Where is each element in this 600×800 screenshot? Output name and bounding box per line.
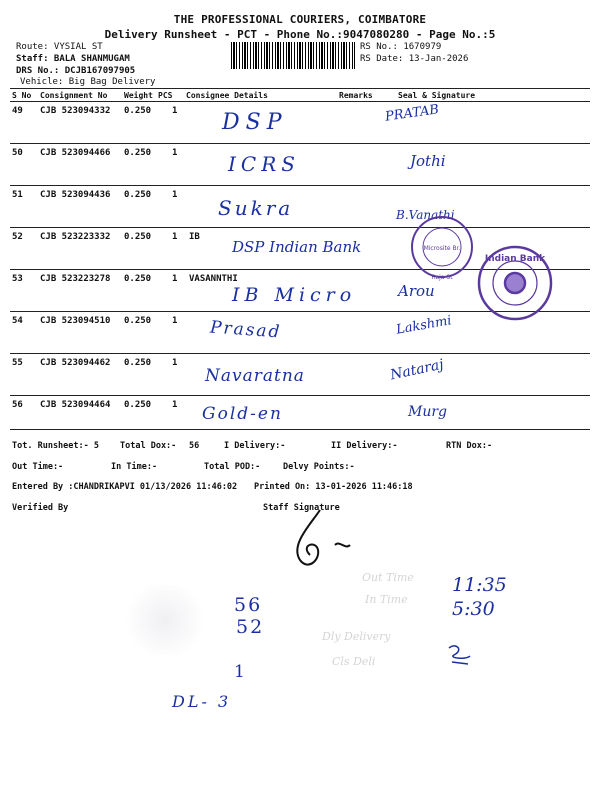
row-sno: 55 bbox=[12, 358, 23, 368]
row-pcs: 1 bbox=[172, 316, 178, 326]
row-weight: 0.250 bbox=[124, 232, 152, 242]
hw-signature: Nataraj bbox=[388, 356, 446, 384]
row-pcs: 1 bbox=[172, 358, 178, 368]
row-weight: 0.250 bbox=[124, 190, 152, 200]
row-weight: 0.250 bbox=[124, 400, 152, 410]
row-weight: 0.250 bbox=[124, 358, 152, 368]
row-weight: 0.250 bbox=[124, 274, 152, 284]
stamp-text: Microsite Br. bbox=[423, 245, 461, 252]
hw-signature: PRATAB bbox=[384, 102, 440, 125]
row-sno: 53 bbox=[12, 274, 23, 284]
hw-note: DL- 3 bbox=[172, 692, 232, 711]
faded-label: Cls Deli bbox=[332, 655, 376, 668]
entered-by: Entered By :CHANDRIKAPVI 01/13/2026 11:46:02 bbox=[12, 482, 238, 492]
bank-stamp bbox=[405, 205, 565, 325]
runsheet-subtitle: Delivery Runsheet - PCT - Phone No.:9047080280 - Page No.:5 bbox=[104, 28, 496, 41]
col-seal: Seal & Signature bbox=[398, 91, 476, 100]
row-pcs: 1 bbox=[172, 232, 178, 242]
scan-artifact bbox=[120, 585, 210, 655]
barcode bbox=[231, 42, 355, 69]
hw-signature: Jothi bbox=[410, 152, 446, 170]
total-pod: Total POD:- bbox=[204, 462, 261, 472]
col-consignee: Consignee Details bbox=[186, 91, 268, 100]
row-cno: CJB 523094466 bbox=[40, 148, 111, 158]
hw-note: 56 bbox=[234, 594, 263, 616]
staff-signature-label: Staff Signature bbox=[263, 503, 340, 513]
row-weight: 0.250 bbox=[124, 106, 152, 116]
total-dox-value: 56 bbox=[189, 441, 200, 451]
divider bbox=[10, 88, 590, 89]
hw-signature: Arou bbox=[398, 282, 435, 300]
stamp-text: Indian Bank bbox=[484, 254, 546, 264]
hw-consignee: Sukra bbox=[218, 196, 294, 220]
row-cno: CJB 523094464 bbox=[40, 400, 111, 410]
divider bbox=[10, 143, 590, 144]
divider bbox=[10, 101, 590, 102]
col-weight: Weight bbox=[124, 91, 153, 100]
row-cno: CJB 523094462 bbox=[40, 358, 111, 368]
route-label: Route: VYSIAL ST bbox=[16, 42, 103, 52]
staff-label: Staff: BALA SHANMUGAM bbox=[16, 54, 130, 64]
divider bbox=[10, 429, 590, 430]
delvy-points: Delvy Points:- bbox=[283, 462, 355, 472]
hw-signature: Murg bbox=[408, 404, 448, 420]
total-dox-label: Total Dox:- bbox=[120, 441, 177, 451]
row-sno: 56 bbox=[12, 400, 23, 410]
row-cno: CJB 523094332 bbox=[40, 106, 111, 116]
initial-scribble bbox=[444, 640, 474, 670]
row-sno: 49 bbox=[12, 106, 23, 116]
hw-consignee: DSP Indian Bank bbox=[232, 238, 362, 256]
row-pcs: 1 bbox=[172, 106, 178, 116]
rs-date: RS Date: 13-Jan-2026 bbox=[360, 54, 469, 64]
hw-consignee: Gold-en bbox=[202, 404, 283, 424]
divider bbox=[10, 185, 590, 186]
row-sno: 50 bbox=[12, 148, 23, 158]
in-time: In Time:- bbox=[111, 462, 158, 472]
company-title: THE PROFESSIONAL COURIERS, COIMBATORE bbox=[173, 13, 427, 26]
row-cno: CJB 523223278 bbox=[40, 274, 111, 284]
row-sno: 54 bbox=[12, 316, 23, 326]
out-time: Out Time:- bbox=[12, 462, 64, 472]
row-sno: 51 bbox=[12, 190, 23, 200]
hw-consignee: ICRS bbox=[228, 152, 300, 176]
vehicle-label: Vehicle: Big Bag Delivery bbox=[20, 77, 156, 87]
row-pcs: 1 bbox=[172, 190, 178, 200]
staff-signature-scribble bbox=[280, 505, 370, 575]
col-pcs: PCS bbox=[158, 91, 173, 100]
rtn-dox: RTN Dox:- bbox=[446, 441, 493, 451]
stamp-text: Raja St bbox=[431, 274, 453, 281]
row-pcs: 1 bbox=[172, 400, 178, 410]
hw-consignee: Navaratna bbox=[205, 366, 305, 386]
rs-no: RS No.: 1670979 bbox=[360, 42, 442, 52]
tot-runsheet: Tot. Runsheet:- 5 bbox=[12, 441, 99, 451]
hw-note: 1 bbox=[234, 662, 245, 682]
row-pcs: 1 bbox=[172, 148, 178, 158]
row-sno: 52 bbox=[12, 232, 23, 242]
col-remarks: Remarks bbox=[339, 91, 373, 100]
hw-consignee: IB Micro bbox=[232, 284, 357, 306]
hw-consignee: DSP bbox=[222, 110, 288, 135]
verified-by: Verified By bbox=[12, 503, 69, 513]
faded-label: In Time bbox=[365, 593, 408, 606]
i-delivery: I Delivery:- bbox=[224, 441, 286, 451]
ii-delivery: II Delivery:- bbox=[331, 441, 398, 451]
col-sno: S No bbox=[12, 91, 32, 100]
hw-signature: Lakshmi bbox=[395, 313, 453, 338]
col-consignment: Consignment No bbox=[40, 91, 108, 100]
hw-note: 5:30 bbox=[452, 598, 495, 620]
faded-label: Dly Delivery bbox=[322, 630, 391, 643]
divider bbox=[10, 395, 590, 396]
row-details: IB bbox=[189, 232, 200, 242]
hw-note: 52 bbox=[236, 616, 265, 638]
printed-on: Printed On: 13-01-2026 11:46:18 bbox=[254, 482, 413, 492]
hw-note: 11:35 bbox=[452, 574, 507, 596]
row-pcs: 1 bbox=[172, 274, 178, 284]
hw-consignee: Prasad bbox=[209, 317, 283, 343]
row-weight: 0.250 bbox=[124, 316, 152, 326]
row-weight: 0.250 bbox=[124, 148, 152, 158]
divider bbox=[10, 353, 590, 354]
row-cno: CJB 523223332 bbox=[40, 232, 111, 242]
row-cno: CJB 523094510 bbox=[40, 316, 111, 326]
faded-label: Out Time bbox=[362, 571, 414, 584]
hw-signature: B.Vanathi bbox=[396, 208, 455, 222]
row-cno: CJB 523094436 bbox=[40, 190, 111, 200]
drs-label: DRS No.: DCJB167097905 bbox=[16, 66, 136, 76]
row-details: VASANNTHI bbox=[189, 274, 238, 284]
